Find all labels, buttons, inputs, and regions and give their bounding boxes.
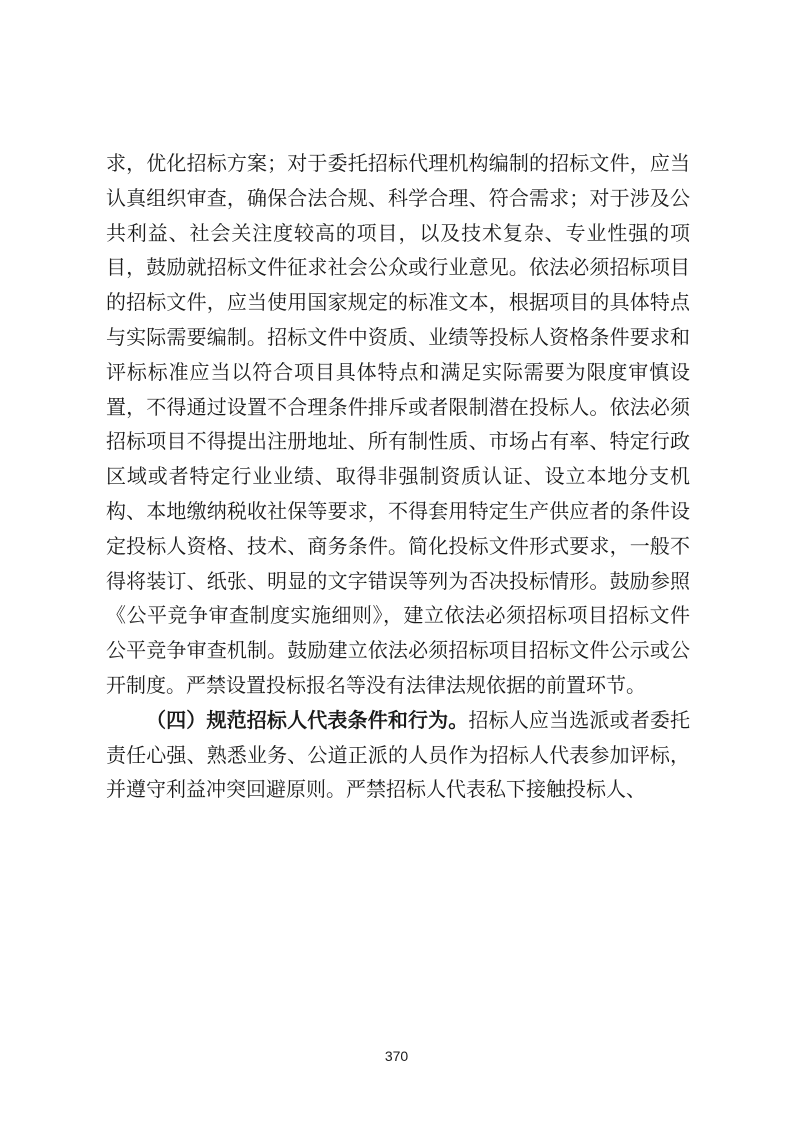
section-heading-four: （四）规范招标人代表条件和行为。 xyxy=(146,707,469,732)
paragraph-continuation: 求，优化招标方案；对于委托招标代理机构编制的招标文件，应当认真组织审查，确保合法合规、科学合理、符合需求；对于涉及公共利益、社会关注度较高的项目，以及技术复杂、专业性强的项目，鼓励就招标文件征求社会公众或行业意见。依法必须招标项目的招标文件，应当使用国家规定的标准文本，根据项目的具体特点与实际需要编制。招标文件中资质、业绩等投标人资格条件要求和评标标准应当以符合项目具体特点和满足实际需要为限度审慎设置，不得通过设置不合理条件排斥或者限制潜在投标人。依法必须招标项目不得提出注册地址、所有制性质、市场占有率、特定行政区域或者特定行业业绩、取得非强制资质认证、设立本地分支机构、本地缴纳税收社保等要求，不得套用特定生产供应者的条件设定投标人资格、技术、商务条件。简化投标文件形式要求，一般不得将装订、纸张、明显的文字错误等列为否决投标情形。鼓励参照《公平竞争审查制度实施细则》，建立依法必须招标项目招标文件公平竞争审查机制。鼓励建立依法必须招标项目招标文件公示或公开制度。严禁设置投标报名等没有法律法规依据的前置环节。 xyxy=(106,151,690,697)
paragraph-section-four xyxy=(106,703,690,807)
section-four-text: 招标人应当选派或者委托责任心强、熟悉业务、公道正派的人员作为招标人代表参加评标，并遵守利益冲突回避原则。严禁招标人代表私下接触投标人、 xyxy=(106,707,691,802)
page-number: 370 xyxy=(384,1048,409,1064)
body-text xyxy=(106,146,690,807)
